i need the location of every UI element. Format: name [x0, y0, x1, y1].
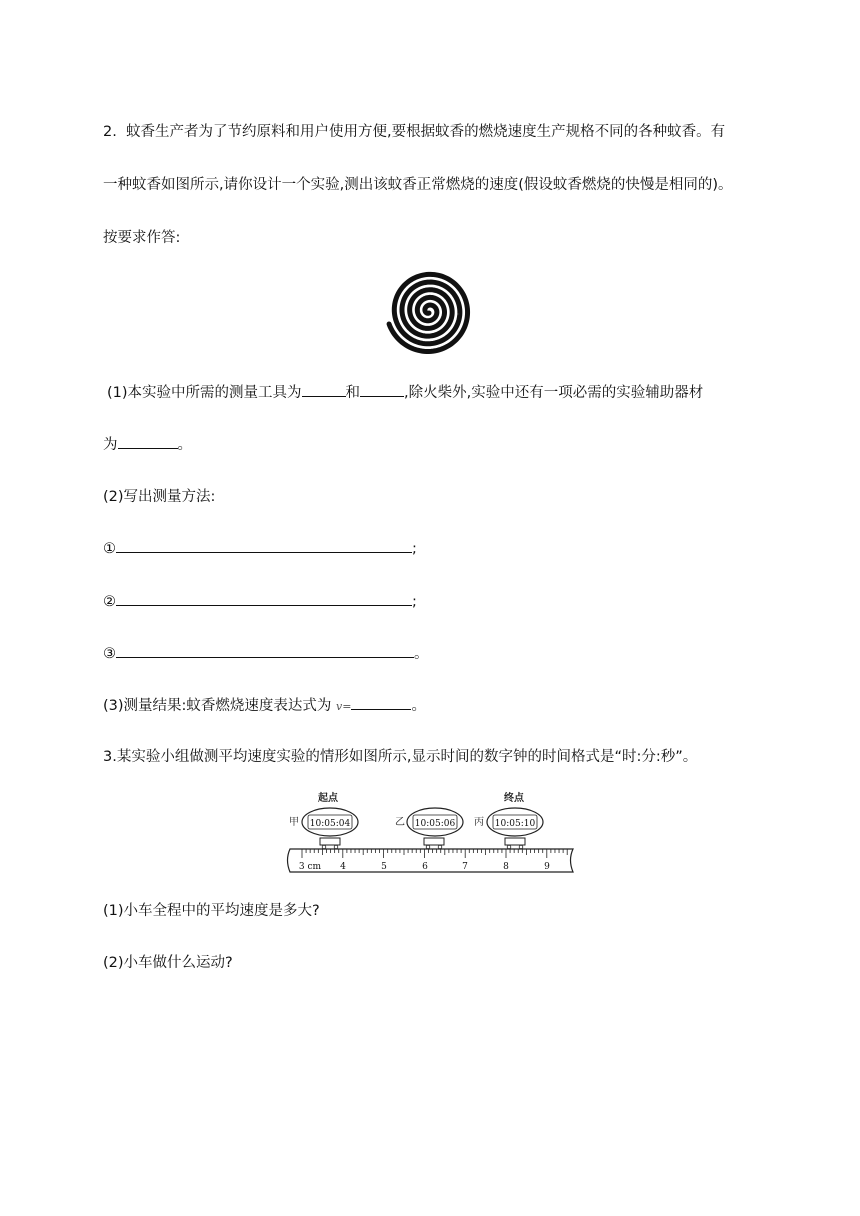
cart-jia [320, 838, 340, 849]
q3-sub1 [103, 901, 320, 921]
cart-yi [424, 838, 444, 849]
q2-sub1-and: 和 [345, 385, 361, 401]
speed-variable: v= [336, 700, 352, 713]
q2-number: 2. [103, 124, 117, 140]
q2-sub1-text-c: 为 [103, 437, 118, 453]
answer-blank-step3[interactable] [116, 643, 414, 658]
clock-jia-time: 10:05:04 [309, 819, 351, 829]
ruler-label-6: 6 [422, 862, 428, 872]
step1-mark: ① [103, 541, 116, 557]
q2-sub1-line2 [103, 434, 192, 455]
q2-step1 [103, 538, 417, 559]
q2-sub1-line1 [107, 382, 703, 403]
ruler-figure [284, 788, 576, 876]
q3-intro-text: 3.某实验小组做测平均速度实验的情形如图所示,显示时间的数字钟的时间格式是“时:分:秒”。 [103, 749, 698, 765]
q3-sub1-text: (1)小车全程中的平均速度是多大? [103, 903, 320, 919]
q3-intro [103, 747, 697, 767]
start-label: 起点 [318, 793, 338, 804]
q2-sub2 [103, 487, 215, 507]
clock-bing-time: 10:05:10 [494, 819, 536, 829]
q2-line2 [103, 175, 733, 195]
q3-sub2 [103, 953, 233, 973]
answer-blank-speed[interactable] [351, 695, 411, 710]
cart-bing [505, 838, 525, 849]
q2-step2 [103, 591, 417, 612]
step3-mark: ③ [103, 646, 116, 662]
q2-step3 [103, 643, 429, 664]
coil-path [389, 274, 467, 351]
answer-blank-aux[interactable] [118, 434, 178, 449]
q2-line1 [103, 122, 725, 142]
answer-blank-tool2[interactable] [360, 382, 404, 397]
q2-line3 [103, 228, 180, 248]
q2-sub1-end: 。 [177, 437, 192, 453]
q2-text-line2: 一种蚊香如图所示,请你设计一个实验,测出该蚊香正常燃烧的速度(假设蚊香燃烧的快慢是相同的)。 [103, 177, 733, 193]
step2-end: ; [412, 594, 417, 610]
step3-end: 。 [414, 646, 429, 662]
step1-end: ; [412, 541, 417, 557]
answer-blank-tool1[interactable] [302, 382, 346, 397]
q2-text-line1: 蚊香生产者为了节约原料和用户使用方便,要根据蚊香的燃烧速度生产规格不同的各种蚊香。有 [126, 124, 726, 140]
q2-sub3 [103, 695, 426, 717]
answer-blank-step2[interactable] [116, 591, 412, 606]
q2-sub3-end: 。 [411, 698, 426, 714]
clock-bing-name: 丙 [474, 817, 484, 828]
q2-sub2-text: (2)写出测量方法: [103, 489, 216, 505]
ruler-label-5: 5 [381, 862, 387, 872]
mosquito-coil-figure [382, 262, 478, 362]
ruler-label-8: 8 [503, 862, 509, 872]
clock-yi-name: 乙 [395, 817, 405, 828]
q2-sub1-text-a: (1)本实验中所需的测量工具为 [107, 385, 302, 401]
ruler-label-7: 7 [462, 862, 468, 872]
answer-blank-step1[interactable] [116, 538, 412, 553]
q2-sub1-text-b: ,除火柴外,实验中还有一项必需的实验辅助器材 [404, 385, 704, 401]
step2-mark: ② [103, 594, 116, 610]
ruler-label-4: 4 [340, 862, 346, 872]
clock-yi-time: 10:05:06 [414, 819, 456, 829]
ruler-label-9: 9 [544, 862, 550, 872]
ruler-label-3cm: 3 cm [298, 862, 322, 872]
clock-jia-name: 甲 [289, 817, 299, 828]
q2-sub3-text: (3)测量结果:蚊香燃烧速度表达式为 [103, 698, 332, 714]
q3-sub2-text: (2)小车做什么运动? [103, 955, 233, 971]
end-label: 终点 [504, 793, 524, 804]
q2-text-line3: 按要求作答: [103, 230, 181, 246]
